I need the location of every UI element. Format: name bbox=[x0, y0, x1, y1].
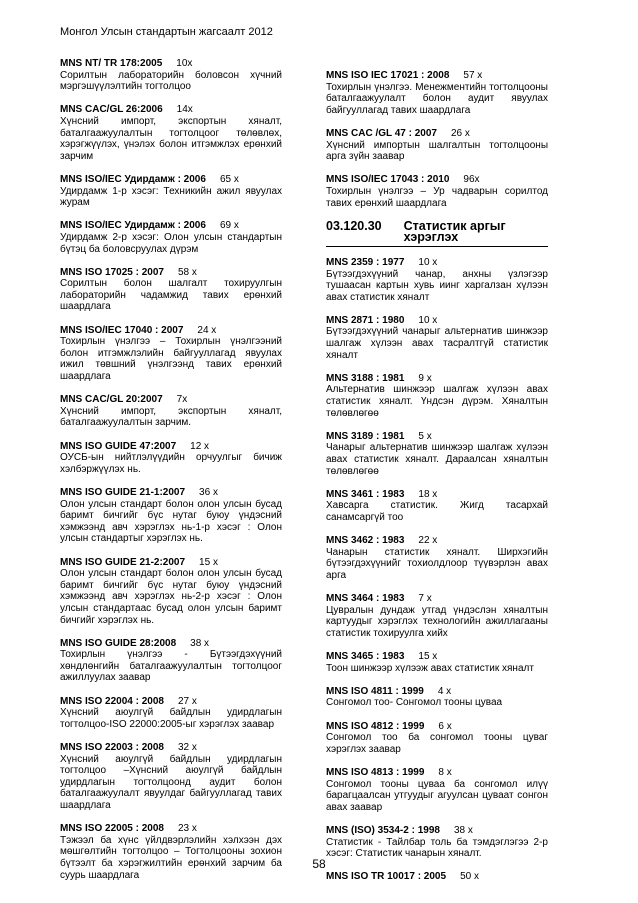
standard-entry bbox=[326, 825, 548, 860]
standard-code: MNS ISO 4813 : 1999 bbox=[326, 767, 425, 779]
standard-description: ОУСБ-ын нийтлэлүүдийн орчуулгыг бичиж хэлбэржүүлэх нь. bbox=[60, 452, 282, 475]
entry-header bbox=[326, 257, 548, 269]
copy-count: 15 х bbox=[418, 651, 438, 663]
standard-description: Тохирлын үнэлгээ - Бүтээгдэхүүний хөндлөнгийн баталгаажуулалтын тогтолцоог ажиллуулах заавар bbox=[60, 649, 282, 684]
standard-code: MNS 3188 : 1981 bbox=[326, 372, 405, 384]
standard-entry bbox=[60, 441, 282, 476]
copy-count: 26 х bbox=[450, 127, 470, 139]
standard-code: MNS ISO/IEC Удирдамж : 2006 bbox=[60, 173, 206, 185]
standard-code: MNS ISO 22004 : 2008 bbox=[60, 695, 164, 707]
entry-header bbox=[60, 823, 282, 835]
copy-count: 50 х bbox=[460, 871, 479, 883]
standard-entry bbox=[60, 104, 282, 162]
copy-count: 38 х bbox=[453, 825, 473, 836]
right-column-bottom bbox=[326, 257, 548, 883]
standard-code: MNS 3461 : 1983 bbox=[326, 488, 405, 500]
entry-header bbox=[60, 325, 282, 337]
copy-count: 38 х bbox=[190, 637, 210, 649]
standard-description: Тохирлын үнэлгээ – Ур чадварын сорилтод тавих ерөнхий шаардлага bbox=[326, 185, 548, 209]
standard-description: Сонгомол тооны цуваа ба сонгомол илүү барагцаалсан утгуудыг агуулсан цуваат сонгон авах заавар bbox=[326, 778, 548, 813]
standard-description: Бүтээгдэхүүний чанар, анхны үзлэгээр тушаасан картын хувь иинг харгалзан хүлээн авах статистик хяналт bbox=[326, 268, 548, 303]
entry-header bbox=[326, 593, 548, 605]
standard-description: Бүтээгдэхүүний чанарыг альтернатив шинжээр шалгаж хүлээн авах тасралтгүй статистик хяналт bbox=[326, 326, 548, 361]
standard-code: MNS 3464 : 1983 bbox=[326, 593, 405, 605]
standard-entry bbox=[60, 325, 282, 383]
copy-count: 22 х bbox=[418, 535, 438, 547]
standard-entry bbox=[326, 373, 548, 419]
standard-entry bbox=[326, 721, 548, 756]
entry-header bbox=[326, 315, 548, 327]
copy-count: 57 х bbox=[463, 70, 483, 81]
entry-header bbox=[326, 825, 548, 837]
entry-header bbox=[326, 686, 548, 698]
copy-count: 32 х bbox=[177, 742, 197, 754]
standard-code: MNS NT/ TR 178:2005 bbox=[60, 58, 163, 69]
section-title: Статистик аргыг хэрэглэх bbox=[403, 218, 506, 245]
standard-code: MNS ISO 17025 : 2007 bbox=[60, 266, 164, 278]
copy-count: 15 х bbox=[199, 556, 218, 568]
standard-entry bbox=[326, 593, 548, 639]
standard-entry bbox=[326, 174, 548, 209]
standard-entry bbox=[326, 686, 548, 709]
entry-header bbox=[326, 489, 548, 501]
standard-code: MNS 2871 : 1980 bbox=[326, 314, 405, 326]
copy-count: 10x bbox=[176, 58, 193, 69]
entry-header bbox=[326, 535, 548, 547]
standard-code: MNS ISO/IEC 17040 : 2007 bbox=[60, 324, 184, 336]
entry-header bbox=[60, 487, 282, 499]
entry-header bbox=[326, 651, 548, 663]
standard-entry bbox=[60, 696, 282, 731]
entry-header bbox=[326, 128, 548, 140]
copy-count: 96х bbox=[463, 174, 480, 186]
standard-entry bbox=[60, 394, 282, 429]
standard-entry bbox=[326, 70, 548, 116]
standard-entry bbox=[60, 174, 282, 209]
standard-entry bbox=[326, 871, 548, 883]
standard-code: MNS 3465 : 1983 bbox=[326, 651, 405, 663]
right-column-top bbox=[326, 70, 548, 209]
standard-code: MNS ISO GUIDE 21-1:2007 bbox=[60, 486, 186, 498]
standard-code: MNS ISO/IEC 17043 : 2010 bbox=[326, 174, 450, 186]
standard-entry bbox=[326, 315, 548, 361]
copy-count: 24 х bbox=[197, 324, 217, 336]
standard-description: Хүнсний импортын шалгалтын тогтолцооны арга зүйн заавар bbox=[326, 139, 548, 163]
standard-description: Чанарын статистик хяналт. Ширхэгийн бүтээгдэхүүнийг тохиолдлоор түүвэрлэн авах арга bbox=[326, 546, 548, 581]
entry-header bbox=[60, 557, 282, 569]
copy-count: 12 х bbox=[190, 440, 210, 452]
copy-count: 6 х bbox=[438, 720, 452, 732]
entry-header bbox=[326, 373, 548, 385]
standard-description: Хүнсний аюулгүй байдлын удирдлагын тогтолцоо-ISO 22000:2005-ыг хэрэглэх заавар bbox=[60, 707, 282, 730]
section-code: 03.120.30 bbox=[326, 218, 382, 233]
standard-code: MNS ISO/IEC Удирдамж : 2006 bbox=[60, 220, 206, 232]
standard-code: MNS ISO GUIDE 47:2007 bbox=[60, 440, 177, 452]
copy-count: 27 х bbox=[177, 695, 197, 707]
standard-entry bbox=[326, 431, 548, 477]
right-column bbox=[326, 70, 548, 895]
standard-description: Статистик - Тайлбар толь ба тэмдэглэгээ 2-р хэсэг: Статистик чанарын хяналт. bbox=[326, 836, 548, 860]
copy-count: 69 х bbox=[219, 220, 239, 232]
standard-description: Сонгомол тоо ба сонгомол тооны цуваг хэрэглэх заавар bbox=[326, 732, 548, 755]
entry-header bbox=[60, 696, 282, 708]
copy-count: 5 х bbox=[418, 430, 432, 442]
copy-count: 7 х bbox=[418, 593, 432, 605]
standard-entry bbox=[60, 58, 282, 93]
standard-description: Хүнсний импорт, экспортын хяналт, баталгаажуулалтын тогтолцоог төлөвлөх, хэрэгжүүлэх, үнэлэх болон итгэмжлэх ерөнхий зарчим bbox=[60, 115, 282, 162]
left-column bbox=[60, 58, 282, 893]
standard-code: MNS CAC/GL 20:2007 bbox=[60, 394, 163, 406]
section-heading bbox=[326, 218, 548, 247]
standard-code: MNS ISO 4812 : 1999 bbox=[326, 720, 425, 732]
standard-description: Олон улсын стандарт болон олон улсын бусад баримт бичгийг бүс нутаг буюу үндэсний хэмжээнд авч хэрэглэх нь-2-р хэсэг : Олон улсын стандартаас бусад олон улсын баримт бичгийг хэрэглэх нь. bbox=[60, 568, 282, 626]
entry-header bbox=[326, 431, 548, 443]
entry-header bbox=[60, 394, 282, 406]
standard-code: MNS 2359 : 1977 bbox=[326, 256, 405, 268]
entry-header bbox=[60, 58, 282, 70]
standard-entry bbox=[326, 651, 548, 674]
running-header: Монгол Улсын стандартын жагсаалт 2012 bbox=[60, 26, 273, 38]
entry-header bbox=[60, 174, 282, 186]
standard-code: MNS 3462 : 1983 bbox=[326, 535, 405, 547]
standard-description: Сонгомол тоо- Сонгомол тооны цуваа bbox=[326, 697, 503, 709]
standard-code: MNS ISO 22005 : 2008 bbox=[60, 823, 164, 835]
standard-description: Цувралын дундаж утгад үндэслэн хяналтын картуудыг хэрэглэх технологийн ажиллагааны статистик тохируулга хийх bbox=[326, 604, 548, 639]
copy-count: 4 х bbox=[437, 685, 452, 697]
copy-count: 14x bbox=[176, 104, 193, 116]
standard-code: MNS ISO 4811 : 1999 bbox=[326, 685, 424, 697]
standard-description: Хавсарга статистик. Жигд тасархай санамсаргүй тоо bbox=[326, 500, 548, 523]
copy-count: 9 х bbox=[418, 372, 432, 384]
standard-code: MNS CAC/GL 26:2006 bbox=[60, 104, 163, 116]
standard-entry bbox=[326, 489, 548, 524]
entry-header bbox=[326, 174, 548, 186]
standard-entry bbox=[60, 823, 282, 881]
standard-description: Тоон шинжээр хүлээж авах статистик хяналт bbox=[326, 662, 534, 674]
standard-entry bbox=[60, 220, 282, 255]
standard-code: MNS ISO TR 10017 : 2005 bbox=[326, 871, 447, 883]
copy-count: 18 х bbox=[418, 488, 438, 500]
copy-count: 10 х bbox=[418, 314, 438, 326]
copy-count: 10 х bbox=[418, 256, 438, 268]
standard-description: Сорилтын болон шалгалт тохируулгын лабораторийн чадамжид тавих ерөнхий шаардлага bbox=[60, 278, 282, 313]
standard-description: Альтернатив шинжээр шалгаж хүлээн авах статистик хяналт. Үндсэн дүрэм. Хяналтын төлөвлөгөө bbox=[326, 384, 548, 419]
standard-entry bbox=[60, 638, 282, 684]
standard-entry bbox=[60, 487, 282, 545]
copy-count: 36 х bbox=[199, 486, 218, 498]
page-number: 58 bbox=[312, 857, 326, 871]
copy-count: 65 х bbox=[219, 173, 239, 185]
entry-header bbox=[60, 441, 282, 453]
standard-entry bbox=[326, 535, 548, 581]
standard-code: MNS ISO 22003 : 2008 bbox=[60, 742, 164, 754]
entry-header bbox=[60, 104, 282, 116]
standard-entry bbox=[60, 557, 282, 627]
entry-header bbox=[60, 220, 282, 232]
standard-description: Удирдамж 1-р хэсэг: Техникийн ажил явуулах журам bbox=[60, 185, 282, 209]
standard-entry bbox=[60, 742, 282, 812]
standard-code: MNS 3189 : 1981 bbox=[326, 430, 405, 442]
entry-header bbox=[60, 267, 282, 279]
copy-count: 58 х bbox=[177, 266, 197, 278]
copy-count: 8 х bbox=[438, 767, 452, 779]
standard-code: MNS CAC /GL 47 : 2007 bbox=[326, 127, 437, 139]
copy-count: 7х bbox=[176, 394, 188, 406]
standard-description: Чанарыг альтернатив шинжээр шалгаж хүлээн авах статистик хяналт. Дараалсан хяналтын төлөвлөгөө bbox=[326, 442, 548, 477]
standard-entry bbox=[326, 128, 548, 163]
entry-header bbox=[326, 871, 548, 883]
standard-description: Тэжээл ба хүнс үйлдвэрлэлийн хэлхээн дэх мөшгөлтийн тогтолцоо – Тогтолцооны зохион бүтээлт ба хэрэгжилтийн ерөнхий зарчим ба суурь шаардлага bbox=[60, 834, 282, 881]
standard-description: Хүнсний аюулгүй байдлын удирдлагын тогтолцоо –Хүнсний аюулгүй байдлын удирдлагын тогтолцоонд аудит болон баталгаажуулалт явуулдаг байгууллагад тавих шаардлага bbox=[60, 753, 282, 811]
standard-code: MNS ISO GUIDE 28:2008 bbox=[60, 637, 177, 649]
entry-header bbox=[326, 70, 548, 82]
entry-header bbox=[326, 767, 548, 779]
entry-header bbox=[60, 638, 282, 650]
standard-code: MNS ISO IEC 17021 : 2008 bbox=[326, 70, 450, 81]
entry-header bbox=[60, 742, 282, 754]
standard-code: MNS ISO GUIDE 21-2:2007 bbox=[60, 556, 186, 568]
standard-entry bbox=[60, 267, 282, 313]
standard-description: Тохирлын үнэлгээ. Менежментийн тогтолцооны баталгаажуулалт болон аудит явуулах байгууллагад тавих шаардлага bbox=[326, 81, 548, 116]
standard-description: Сорилтын лабораторийн боловсон хүчний мэргэшүүлэлтийн тогтолцоо bbox=[60, 69, 282, 93]
standard-entry bbox=[326, 767, 548, 813]
standard-entry bbox=[326, 257, 548, 303]
standard-description: Хүнсний импорт, экспортын хяналт, баталгаажуулалтын зарчим. bbox=[60, 405, 282, 429]
standard-description: Олон улсын стандарт болон олон улсын бусад баримт бичгийг бүс нутаг буюу үндэсний хэмжээнд авч хэрэглэх нь-1-р хэсэг : Олон улсын стандартыг хэрэглэх нь. bbox=[60, 498, 282, 545]
entry-header bbox=[326, 721, 548, 733]
copy-count: 23 х bbox=[177, 823, 197, 835]
standard-description: Удирдамж 2-р хэсэг: Олон улсын стандартын бүтэц ба боловсруулах дүрэм bbox=[60, 231, 282, 255]
standard-description: Тохирлын үнэлгээ – Тохирлын үнэлгээний болон итгэмжлэлийн байгууллагад явуулах ижил төвшний үнэлгээнд тавих ерөнхий шаардлага bbox=[60, 336, 282, 383]
standard-code: MNS (ISO) 3534-2 : 1998 bbox=[326, 825, 440, 836]
